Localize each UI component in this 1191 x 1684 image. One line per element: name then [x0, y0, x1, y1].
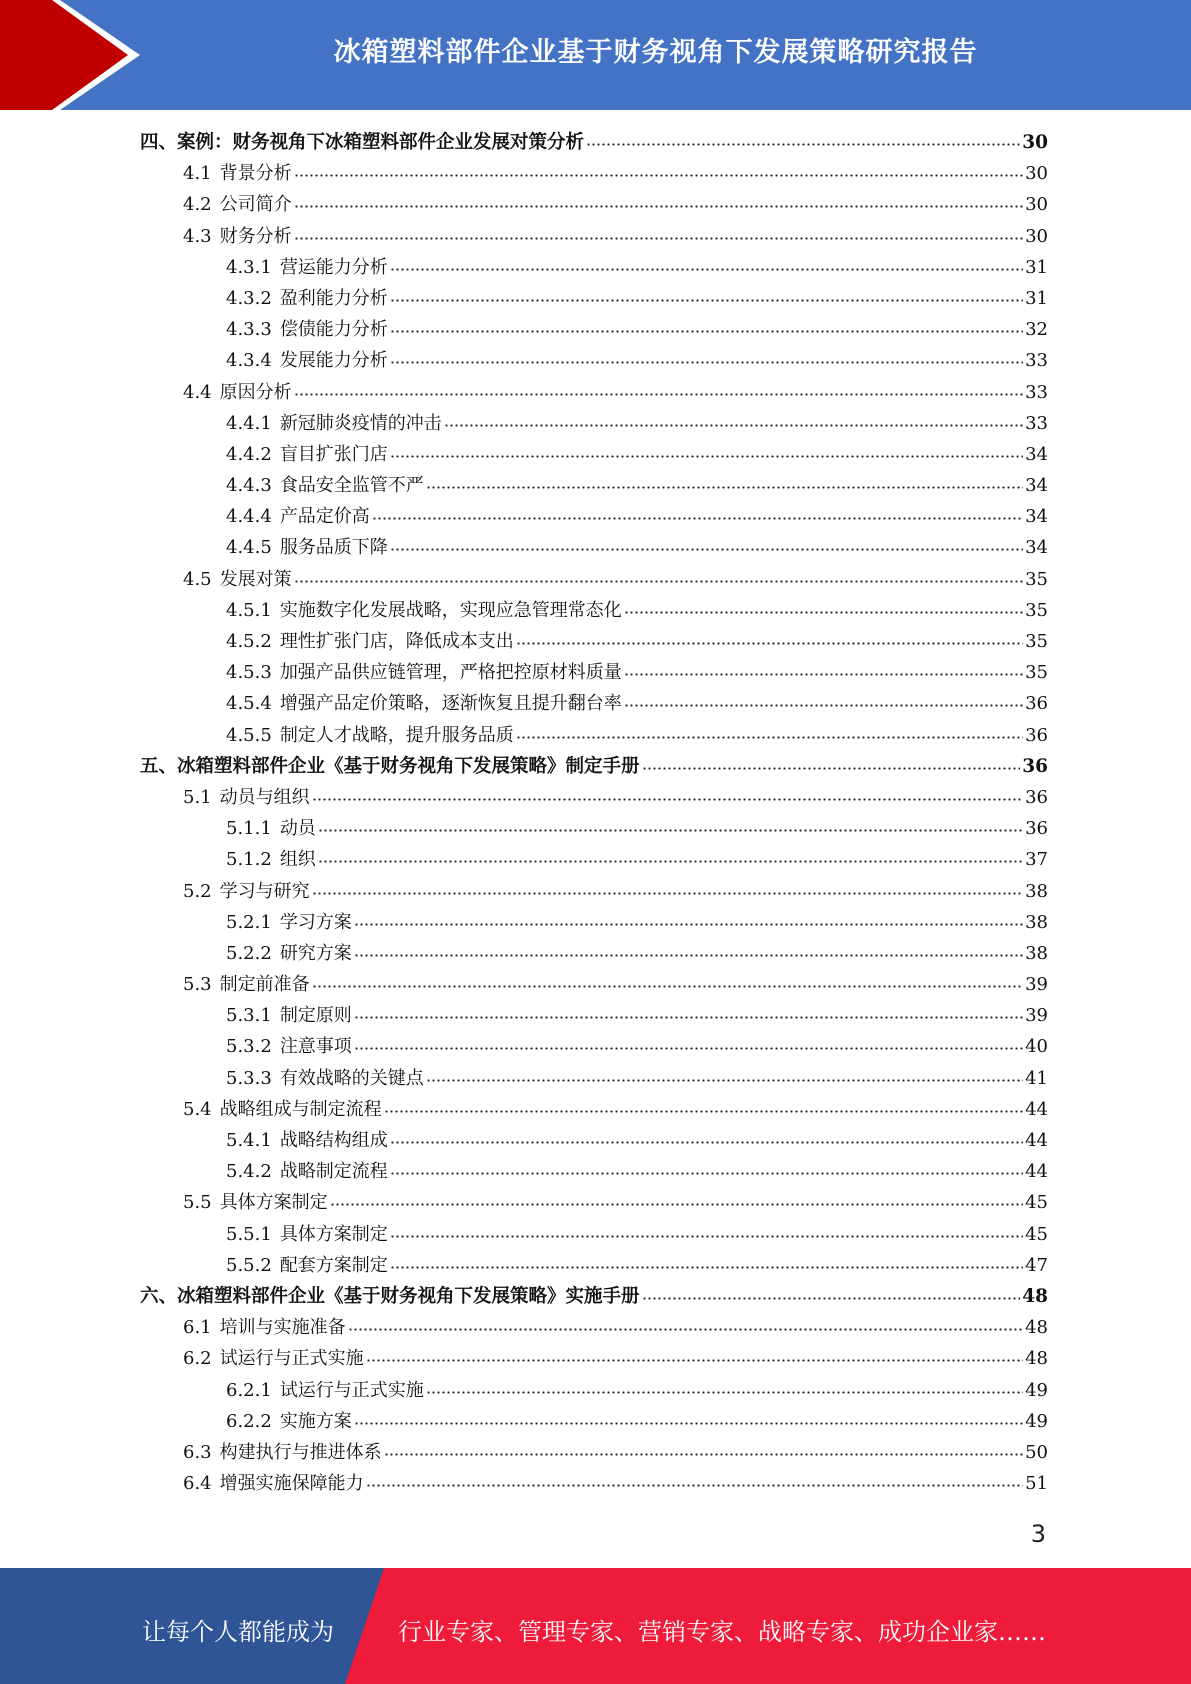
toc-dot-leader [426, 486, 1023, 489]
toc-entry-page: 33 [1025, 381, 1048, 403]
toc-entry[interactable] [140, 565, 1048, 596]
toc-entry-page: 35 [1025, 631, 1048, 652]
toc-entry-number: 5.2 [183, 880, 212, 902]
toc-dot-leader [516, 736, 1023, 739]
toc-entry-label: 动员与组织 [219, 786, 310, 808]
toc-entry-page: 36 [1025, 786, 1048, 808]
toc-dot-leader [354, 954, 1023, 957]
toc-entry-label: 食品安全监管不严 [279, 475, 424, 497]
toc-entry-page: 33 [1025, 412, 1048, 434]
toc-dot-leader [586, 143, 1020, 146]
toc-entry[interactable] [140, 1313, 1048, 1344]
toc-entry[interactable] [140, 346, 1048, 377]
toc-entry-label: 制定原则 [279, 1005, 352, 1027]
page-footer [0, 1568, 1191, 1684]
toc-entry[interactable] [140, 814, 1048, 845]
toc-dot-leader [312, 798, 1023, 801]
toc-entry-number: 4.4 [183, 381, 212, 403]
toc-entry-number: 四、 [140, 132, 178, 153]
toc-entry-page: 48 [1025, 1348, 1048, 1370]
toc-entry[interactable] [140, 627, 1048, 658]
toc-entry-page: 49 [1025, 1379, 1048, 1401]
toc-entry-page: 45 [1025, 1223, 1048, 1245]
toc-dot-leader [624, 673, 1023, 676]
toc-entry[interactable] [140, 190, 1048, 221]
toc-dot-leader [516, 642, 1023, 645]
toc-entry-label: 有效战略的关键点 [279, 1067, 424, 1089]
toc-entry-number: 4.3.2 [226, 287, 272, 309]
toc-entry[interactable] [140, 409, 1048, 440]
toc-entry-page: 37 [1025, 849, 1048, 871]
toc-entry[interactable] [140, 596, 1048, 627]
document-title: 冰箱塑料部件企业基于财务视角下发展策略研究报告 [333, 37, 978, 68]
toc-entry-number: 4.5.4 [226, 693, 272, 715]
toc-dot-leader [390, 361, 1023, 364]
toc-entry[interactable] [140, 502, 1048, 533]
toc-entry-number: 6.4 [183, 1473, 212, 1495]
toc-entry[interactable] [140, 1220, 1048, 1251]
toc-entry-number: 5.1.2 [226, 849, 272, 871]
page-header [0, 0, 1191, 110]
toc-dot-leader [390, 1141, 1023, 1144]
toc-entry-page: 50 [1025, 1441, 1048, 1463]
toc-entry-number: 4.2 [183, 194, 212, 216]
toc-dot-leader [366, 1484, 1023, 1487]
toc-entry-page: 44 [1025, 1098, 1048, 1120]
toc-entry-label: 公司简介 [219, 194, 292, 216]
page-number: 3 [1030, 1520, 1046, 1548]
toc-entry-label: 原因分析 [219, 381, 292, 403]
toc-entry-number: 6.2.2 [226, 1410, 272, 1432]
toc-dot-leader [390, 268, 1023, 271]
toc-entry-number: 五、 [140, 755, 178, 777]
toc-entry[interactable] [140, 877, 1048, 908]
toc-entry-page: 34 [1025, 475, 1048, 497]
toc-dot-leader [390, 1172, 1023, 1175]
toc-dot-leader [318, 860, 1023, 863]
toc-entry[interactable] [140, 471, 1048, 502]
toc-entry-page: 30 [1022, 132, 1048, 153]
toc-entry[interactable] [140, 1188, 1048, 1219]
toc-entry-number: 5.1 [183, 786, 212, 808]
toc-entry-label: 研究方案 [279, 942, 352, 964]
toc-entry-number: 5.5.2 [226, 1254, 272, 1276]
toc-entry-label: 注意事项 [279, 1036, 352, 1058]
toc-dot-leader [294, 237, 1023, 240]
toc-entry-label: 具体方案制定 [219, 1192, 328, 1214]
toc-entry-number: 6.2 [183, 1348, 212, 1370]
toc-entry-label: 战略制定流程 [279, 1161, 388, 1183]
footer-slogan-right: 行业专家、管理专家、营销专家、战略专家、成功企业家…… [398, 1618, 1046, 1646]
table-of-contents [140, 128, 1048, 1500]
toc-entry-number: 4.4.1 [226, 412, 272, 434]
toc-entry[interactable] [140, 970, 1048, 1001]
toc-dot-leader [330, 1203, 1023, 1206]
toc-entry-number: 4.3 [183, 225, 212, 247]
toc-entry-number: 4.4.4 [226, 506, 272, 528]
toc-entry-page: 39 [1025, 974, 1048, 996]
toc-entry-number: 6.2.1 [226, 1379, 272, 1401]
toc-entry-label: 盲目扩张门店 [279, 443, 388, 465]
toc-entry-number: 4.4.3 [226, 475, 272, 497]
toc-dot-leader [354, 1047, 1023, 1050]
toc-entry[interactable] [140, 378, 1048, 409]
toc-dot-leader [354, 1016, 1023, 1019]
toc-entry-label: 理性扩张门店，降低成本支出 [279, 631, 514, 652]
toc-dot-leader [390, 1235, 1023, 1238]
toc-entry-label: 冰箱塑料部件企业《基于财务视角下发展策略》制定手册 [177, 755, 640, 777]
toc-entry-number: 4.4.2 [226, 443, 272, 465]
toc-dot-leader [294, 174, 1023, 177]
toc-entry[interactable] [140, 159, 1048, 190]
toc-entry-number: 4.5.5 [226, 724, 272, 746]
toc-entry-page: 33 [1025, 350, 1048, 372]
toc-entry[interactable] [140, 1438, 1048, 1469]
toc-entry-label: 产品定价高 [279, 506, 370, 528]
toc-entry[interactable] [140, 783, 1048, 814]
toc-dot-leader [294, 205, 1023, 208]
toc-entry-page: 35 [1025, 599, 1048, 621]
toc-dot-leader [312, 985, 1023, 988]
toc-entry-page: 40 [1025, 1036, 1048, 1058]
toc-entry-number: 4.5.2 [226, 631, 272, 652]
toc-dot-leader [318, 829, 1023, 832]
toc-entry[interactable] [140, 1064, 1048, 1095]
toc-dot-leader [384, 1453, 1023, 1456]
toc-entry-number: 4.3.4 [226, 350, 272, 372]
toc-dot-leader [372, 517, 1023, 520]
toc-dot-leader [390, 1266, 1023, 1269]
toc-entry[interactable] [140, 1095, 1048, 1126]
toc-entry-label: 发展对策 [219, 568, 292, 590]
toc-entry-page: 30 [1025, 225, 1048, 247]
toc-dot-leader [642, 767, 1021, 770]
toc-entry-page: 39 [1025, 1005, 1048, 1027]
toc-entry[interactable] [140, 128, 1048, 159]
toc-entry-number: 4.3.1 [226, 256, 272, 278]
toc-dot-leader [390, 299, 1023, 302]
toc-entry-page: 44 [1025, 1161, 1048, 1183]
toc-entry[interactable] [140, 939, 1048, 970]
toc-entry-number: 6.1 [183, 1317, 212, 1339]
toc-entry[interactable] [140, 1469, 1048, 1500]
toc-entry[interactable] [140, 1344, 1048, 1375]
toc-dot-leader [642, 1297, 1021, 1300]
toc-entry-label: 动员 [279, 818, 316, 840]
toc-entry-page: 30 [1025, 163, 1048, 185]
toc-entry-page: 51 [1025, 1473, 1048, 1495]
toc-entry-page: 35 [1025, 568, 1048, 590]
toc-entry-label: 增强产品定价策略，逐渐恢复且提升翻台率 [279, 693, 622, 715]
toc-entry[interactable] [140, 908, 1048, 939]
toc-entry-number: 5.4.2 [226, 1161, 272, 1183]
toc-dot-leader [366, 1359, 1023, 1362]
toc-dot-leader [624, 704, 1023, 707]
toc-entry[interactable] [140, 721, 1048, 752]
toc-entry-label: 实施方案 [279, 1410, 352, 1432]
toc-entry-number: 5.2.2 [226, 942, 272, 964]
toc-entry-label: 背景分析 [219, 163, 292, 185]
toc-entry-label: 发展能力分析 [279, 350, 388, 372]
toc-entry-number: 5.3.2 [226, 1036, 272, 1058]
toc-entry-page: 30 [1025, 194, 1048, 216]
toc-entry-label: 制定前准备 [219, 974, 310, 996]
toc-dot-leader [384, 1110, 1023, 1113]
toc-entry[interactable] [140, 1251, 1048, 1282]
toc-entry-page: 38 [1025, 880, 1048, 902]
toc-dot-leader [390, 548, 1023, 551]
toc-entry-page: 35 [1025, 662, 1048, 684]
toc-entry-number: 5.5.1 [226, 1223, 272, 1245]
toc-entry[interactable] [140, 315, 1048, 346]
toc-entry-page: 36 [1025, 693, 1048, 715]
toc-dot-leader [294, 393, 1023, 396]
toc-entry[interactable] [140, 1001, 1048, 1032]
toc-entry-page: 34 [1025, 443, 1048, 465]
toc-entry-number: 5.1.1 [226, 818, 272, 840]
toc-dot-leader [390, 455, 1023, 458]
toc-entry-label: 实施数字化发展战略，实现应急管理常态化 [279, 599, 622, 621]
toc-dot-leader [426, 1391, 1023, 1394]
toc-entry-page: 48 [1025, 1317, 1048, 1339]
toc-entry-page: 49 [1025, 1410, 1048, 1432]
toc-entry-label: 学习方案 [279, 911, 352, 933]
toc-entry[interactable] [140, 284, 1048, 315]
toc-entry-label: 增强实施保障能力 [219, 1473, 364, 1495]
toc-dot-leader [354, 1422, 1023, 1425]
toc-dot-leader [348, 1328, 1023, 1331]
toc-entry-label: 试运行与正式实施 [279, 1379, 424, 1401]
toc-entry-label: 具体方案制定 [279, 1223, 388, 1245]
toc-entry-page: 41 [1025, 1067, 1048, 1089]
toc-entry[interactable] [140, 1032, 1048, 1063]
toc-entry-page: 34 [1025, 506, 1048, 528]
toc-entry-page: 32 [1025, 319, 1048, 341]
toc-entry-number: 5.2.1 [226, 911, 272, 933]
toc-dot-leader [426, 1079, 1023, 1082]
toc-entry[interactable] [140, 845, 1048, 876]
toc-dot-leader [624, 611, 1023, 614]
toc-entry-number: 5.3 [183, 974, 212, 996]
toc-entry-label: 学习与研究 [219, 880, 310, 902]
toc-entry-label: 制定人才战略，提升服务品质 [279, 724, 514, 746]
toc-entry-label: 案例：财务视角下冰箱塑料部件企业发展对策分析 [177, 132, 585, 153]
toc-entry-label: 盈利能力分析 [279, 287, 388, 309]
toc-entry-number: 4.4.5 [226, 537, 272, 559]
toc-entry-page: 45 [1025, 1192, 1048, 1214]
toc-entry-page: 31 [1025, 287, 1048, 309]
toc-entry-label: 配套方案制定 [279, 1254, 388, 1276]
toc-entry-label: 试运行与正式实施 [219, 1348, 364, 1370]
toc-entry-page: 34 [1025, 537, 1048, 559]
toc-entry[interactable] [140, 1376, 1048, 1407]
toc-entry-page: 36 [1025, 818, 1048, 840]
toc-entry[interactable] [140, 1282, 1048, 1313]
toc-entry-page: 44 [1025, 1130, 1048, 1151]
toc-entry[interactable] [140, 752, 1048, 783]
toc-entry-number: 5.4 [183, 1098, 212, 1120]
toc-entry-label: 战略组成与制定流程 [219, 1098, 382, 1120]
toc-entry-label: 构建执行与推进体系 [219, 1441, 382, 1463]
toc-entry-number: 4.1 [183, 163, 212, 185]
toc-dot-leader [312, 892, 1023, 895]
toc-entry-page: 31 [1025, 256, 1048, 278]
toc-entry-number: 4.5.1 [226, 599, 272, 621]
toc-entry[interactable] [140, 1407, 1048, 1438]
toc-entry-page: 48 [1022, 1285, 1048, 1307]
toc-entry-number: 5.3.3 [226, 1067, 272, 1089]
toc-entry-number: 5.5 [183, 1192, 212, 1214]
footer-slogan-left: 让每个人都能成为 [142, 1618, 334, 1646]
toc-entry-page: 38 [1025, 911, 1048, 933]
toc-dot-leader [294, 580, 1023, 583]
toc-entry-number: 5.4.1 [226, 1130, 272, 1151]
toc-entry[interactable] [140, 222, 1048, 253]
toc-entry[interactable] [140, 689, 1048, 720]
toc-entry-number: 六、 [140, 1285, 178, 1307]
toc-entry-label: 组织 [279, 849, 316, 871]
toc-entry-label: 加强产品供应链管理，严格把控原材料质量 [279, 662, 622, 684]
toc-entry-number: 4.5.3 [226, 662, 272, 684]
toc-entry-page: 36 [1025, 724, 1048, 746]
toc-entry-label: 服务品质下降 [279, 537, 388, 559]
toc-entry-number: 6.3 [183, 1441, 212, 1463]
toc-entry-page: 38 [1025, 942, 1048, 964]
toc-entry-page: 36 [1022, 755, 1048, 777]
toc-entry-label: 战略结构组成 [279, 1130, 388, 1151]
toc-entry[interactable] [140, 1157, 1048, 1188]
toc-entry[interactable] [140, 658, 1048, 689]
toc-entry-number: 5.3.1 [226, 1005, 272, 1027]
toc-dot-leader [390, 330, 1023, 333]
toc-entry-page: 47 [1025, 1254, 1048, 1276]
toc-dot-leader [444, 424, 1023, 427]
toc-entry-number: 4.5 [183, 568, 212, 590]
toc-entry-label: 营运能力分析 [279, 256, 388, 278]
toc-entry-label: 培训与实施准备 [219, 1317, 346, 1339]
toc-entry-label: 新冠肺炎疫情的冲击 [279, 412, 442, 434]
toc-dot-leader [354, 923, 1023, 926]
toc-entry[interactable] [140, 533, 1048, 564]
toc-entry-label: 偿债能力分析 [279, 319, 388, 341]
toc-entry-number: 4.3.3 [226, 319, 272, 341]
toc-entry-label: 财务分析 [219, 225, 292, 247]
toc-entry-label: 冰箱塑料部件企业《基于财务视角下发展策略》实施手册 [177, 1285, 640, 1307]
toc-entry[interactable] [140, 440, 1048, 471]
toc-entry[interactable] [140, 1126, 1048, 1157]
toc-entry[interactable] [140, 253, 1048, 284]
